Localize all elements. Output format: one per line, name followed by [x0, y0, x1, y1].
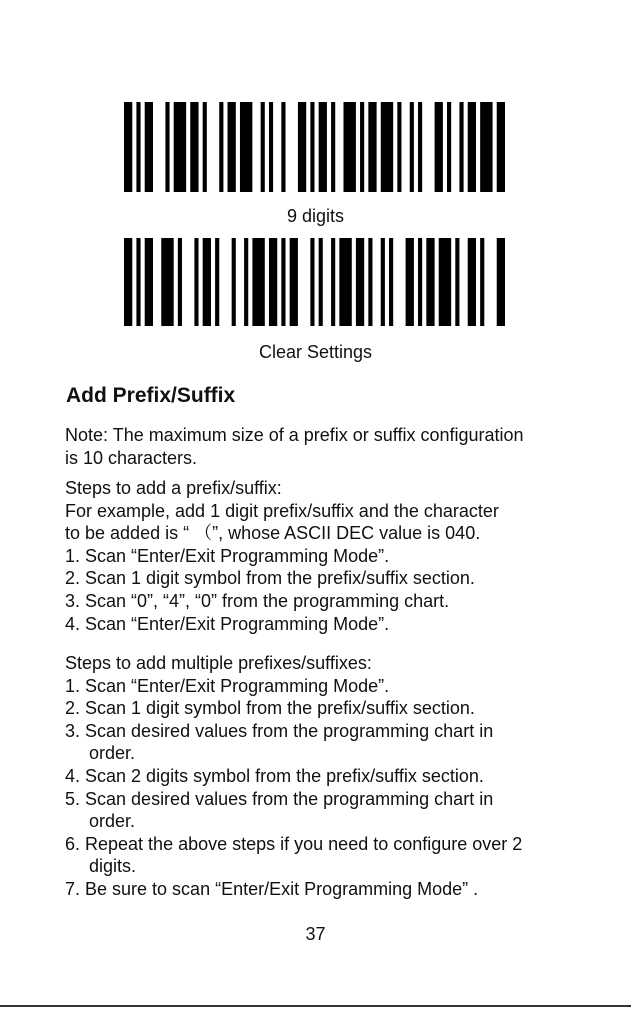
barcode-bar [455, 238, 459, 326]
section-title: Add Prefix/Suffix [66, 384, 236, 407]
steps-line: Steps to add a prefix/suffix: [65, 478, 282, 498]
barcode-bar [281, 102, 285, 192]
steps-line: Steps to add multiple prefixes/suffixes: [65, 653, 372, 673]
steps-line: 3. Scan desired values from the programming chart in [65, 720, 494, 741]
barcode-bar [145, 238, 153, 326]
barcode-bar [389, 238, 393, 326]
barcode-bar [360, 102, 364, 192]
steps-line: 3. Scan “0”, “4”, “0” from the programming chart. [65, 590, 450, 611]
barcode-bar [174, 102, 186, 192]
barcode-bar [418, 102, 422, 192]
barcode-bar [281, 238, 285, 326]
steps-line: 1. Scan “Enter/Exit Programming Mode”. [65, 545, 390, 566]
barcode-clear-settings-label: Clear Settings [258, 342, 373, 362]
barcode-bar [406, 238, 414, 326]
barcode-bar [261, 102, 265, 192]
barcode-bar [480, 238, 484, 326]
barcode-clear-settings [124, 238, 505, 326]
steps-line: order. [89, 743, 136, 764]
barcode-9-digits-graphic [124, 102, 505, 192]
barcode-bar [165, 102, 169, 192]
barcode-bar [124, 102, 132, 192]
barcode-bar [439, 238, 451, 326]
barcode-bar [145, 102, 153, 192]
steps-line: to be added is “ （”, whose ASCII DEC value is 040. [65, 523, 481, 544]
page-number: 37 [305, 924, 326, 944]
barcode-bar [319, 238, 323, 326]
barcode-bar [310, 102, 314, 192]
barcode-bar [203, 238, 211, 326]
barcode-bar [397, 102, 401, 192]
steps-line: 2. Scan 1 digit symbol from the prefix/suffix section. [65, 568, 475, 589]
barcode-bar [269, 238, 277, 326]
barcode-bar [244, 238, 248, 326]
steps-line: 6. Repeat the above steps if you need to configure over 2 [65, 833, 523, 854]
barcode-bar [161, 238, 173, 326]
barcode-bar [240, 102, 252, 192]
barcode-bar [178, 238, 182, 326]
steps-line: 2. Scan 1 digit symbol from the prefix/suffix section. [65, 698, 475, 719]
steps-line: order. [89, 811, 136, 832]
barcode-bar [269, 102, 273, 192]
steps-line: For example, add 1 digit prefix/suffix and the character [65, 500, 499, 521]
steps-line: 5. Scan desired values from the programming chart in [65, 788, 494, 809]
barcode-bar [459, 102, 463, 192]
barcode-bar [381, 238, 385, 326]
barcode-9-digits-label: 9 digits [286, 206, 345, 226]
barcode-bar [343, 102, 355, 192]
barcode-bar [468, 102, 476, 192]
barcode-bar [331, 238, 335, 326]
steps-line: 4. Scan 2 digits symbol from the prefix/suffix section. [65, 765, 484, 786]
barcode-bar [136, 102, 140, 192]
steps-line: digits. [89, 856, 137, 877]
barcode-bar [290, 238, 298, 326]
barcode-bar [410, 102, 414, 192]
barcode-bar [368, 102, 376, 192]
bottom-rule [0, 1005, 631, 1007]
steps-line: 4. Scan “Enter/Exit Programming Mode”. [65, 613, 390, 634]
barcode-bar [468, 238, 476, 326]
barcode-bar [298, 102, 306, 192]
barcode-bar [426, 238, 434, 326]
barcode-bar [310, 238, 314, 326]
barcode-bar [252, 238, 264, 326]
steps-single-paragraph [65, 477, 585, 635]
barcode-bar [124, 238, 132, 326]
barcode-bar [418, 238, 422, 326]
barcode-bar [497, 102, 505, 192]
barcode-bar [331, 102, 335, 192]
steps-line: 7. Be sure to scan “Enter/Exit Programming Mode” . [65, 878, 479, 899]
barcode-bar [339, 238, 351, 326]
barcode-bar [215, 238, 219, 326]
barcode-bar [190, 102, 198, 192]
note-line: is 10 characters. [65, 447, 198, 468]
barcode-9-digits [124, 102, 505, 192]
note-line: Note: The maximum size of a prefix or suffix configuration [65, 425, 524, 445]
note-paragraph [65, 424, 585, 469]
barcode-bar [356, 238, 364, 326]
barcode-clear-settings-graphic [124, 238, 505, 326]
barcode-bar [381, 102, 393, 192]
barcode-bar [368, 238, 372, 326]
steps-multiple-paragraph [65, 652, 585, 901]
barcode-bar [228, 102, 236, 192]
barcode-bar [136, 238, 140, 326]
barcode-bar [435, 102, 443, 192]
barcode-bar [480, 102, 492, 192]
barcode-bar [319, 102, 327, 192]
barcode-bar [497, 238, 505, 326]
barcode-bar [203, 102, 207, 192]
steps-line: 1. Scan “Enter/Exit Programming Mode”. [65, 675, 390, 696]
barcode-bar [194, 238, 198, 326]
barcode-bar [232, 238, 236, 326]
barcode-bar [447, 102, 451, 192]
barcode-bar [219, 102, 223, 192]
